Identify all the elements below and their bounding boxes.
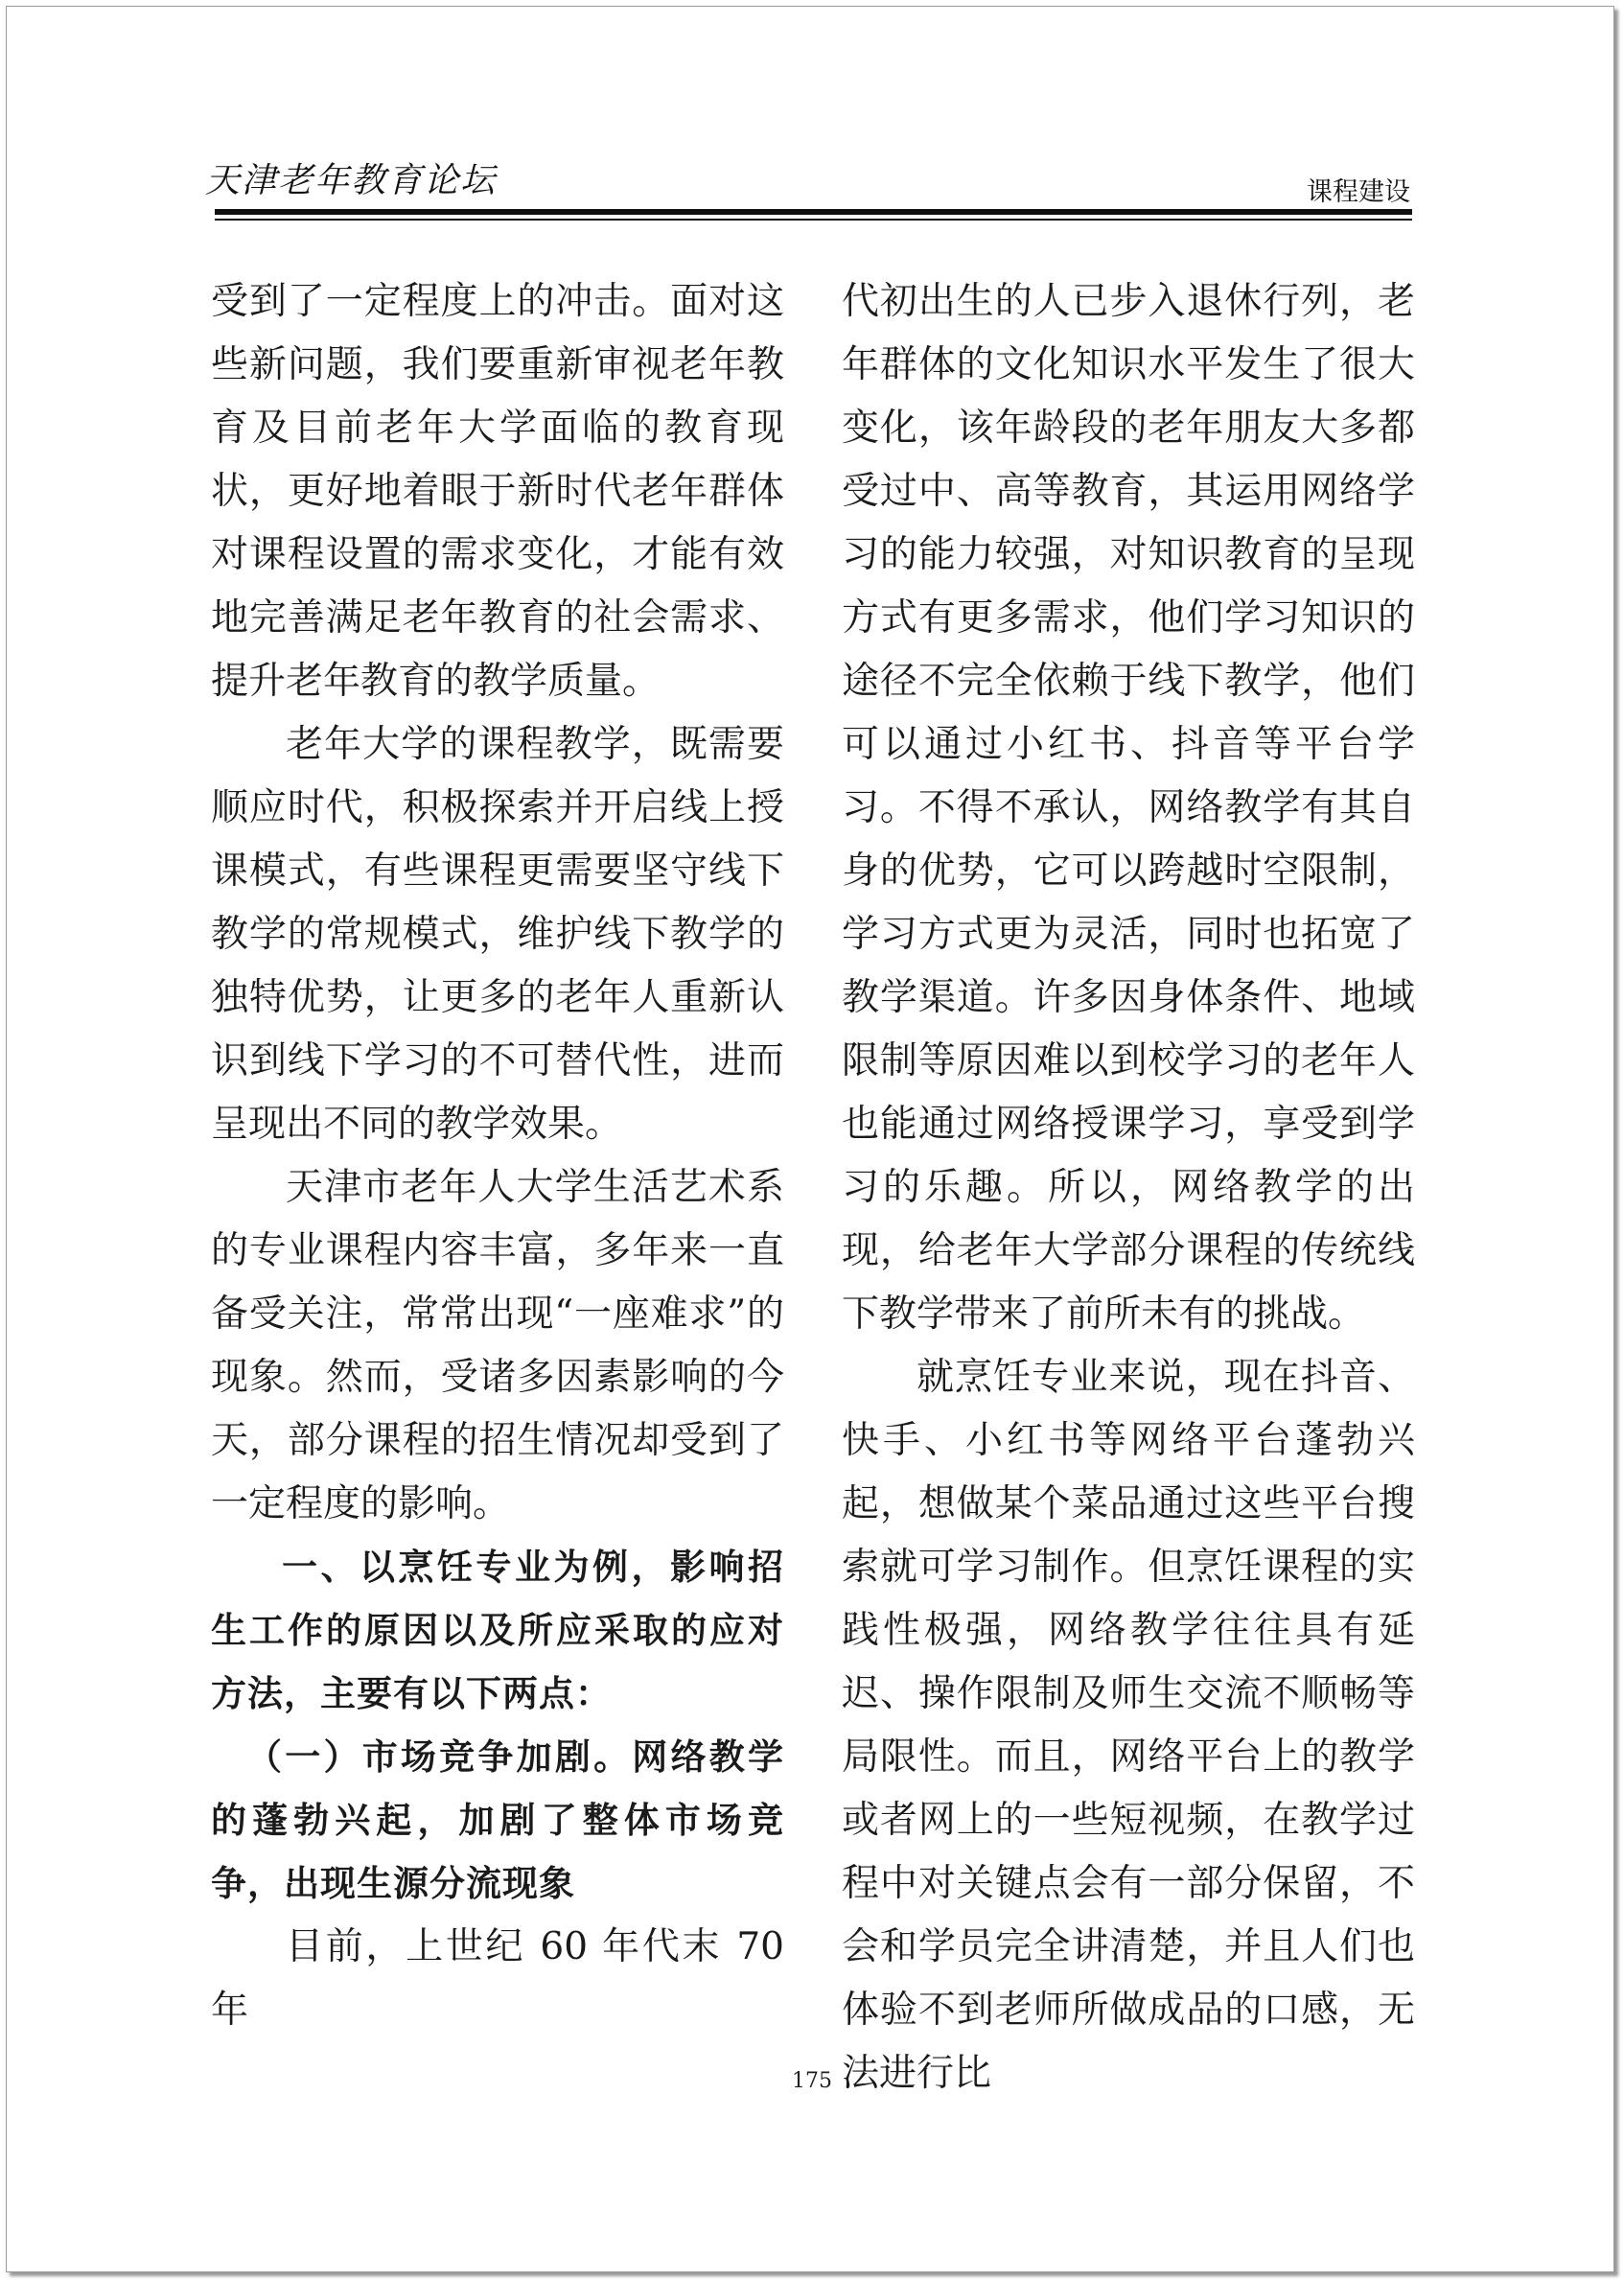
section-title: 课程建设 <box>1307 177 1410 207</box>
subsection-heading: （一）市场竞争加剧。网络教学的蓬勃兴起，加剧了整体市场竞争，出现生源分流现象 <box>211 1736 784 1904</box>
paragraph: 天津市老年人大学生活艺术系的专业课程内容丰富，多年来一直备受关注，常常出现“一座难求”的现象。然而，受诸多因素影响的今天，部分课程的招生情况却受到了一定程度的影响。 <box>211 1166 784 1525</box>
paragraph: 代初出生的人已步入退休行列，老年群体的文化知识水平发生了很大变化，该年龄段的老年朋友大多都受过中、高等教育，其运用网络学习的能力较强，对知识教育的呈现方式有更多需求，他们学习知识的途径不完全依赖于线下教学，他们可以通过小红书、抖音等平台学习。不得不承认，网络教学有其自身的优势，它可以跨越时空限制，学习方式更为灵活，同时也拓宽了教学渠道。许多因身体条件、地域限制等原因难以到校学习的老年人也能通过网络授课学习，享受到学习的乐趣。所以，网络教学的出现，给老年大学部分课程的传统线下教学带来了前所未有的挑战。 <box>842 280 1415 1336</box>
paragraph: 目前，上世纪 60 年代末 70 年 <box>211 1925 784 2032</box>
page-number: 175 <box>792 2069 832 2093</box>
journal-logo: 天津老年教育论坛 <box>205 161 498 200</box>
paragraph: 受到了一定程度上的冲击。面对这些新问题，我们要重新审视老年教育及目前老年大学面临的教育现状，更好地着眼于新时代老年群体对课程设置的需求变化，才能有效地完善满足老年教育的社会需求、提升老年教育的教学质量。 <box>211 280 784 703</box>
paragraph: 就烹饪专业来说，现在抖音、快手、小红书等网络平台蓬勃兴起，想做某个菜品通过这些平台搜索就可学习制作。但烹饪课程的实践性极强，网络教学往往具有延迟、操作限制及师生交流不顺畅等局限性。而且，网络平台上的教学或者网上的一些短视频，在教学过程中对关键点会有一部分保留，不会和学员完全讲清楚，并且人们也体验不到老师所做成品的口感，无法进行比 <box>842 1356 1415 2095</box>
left-column <box>211 270 784 2042</box>
section-heading: 一、以烹饪专业为例，影响招生工作的原因以及所应采取的应对方法，主要有以下两点： <box>211 1547 784 1714</box>
header-rule-thin <box>215 219 1412 221</box>
header-rule-thick <box>215 209 1412 215</box>
right-column <box>842 270 1415 2106</box>
paragraph: 老年大学的课程教学，既需要顺应时代，积极探索并开启线上授课模式，有些课程更需要坚守线下教学的常规模式，维护线下教学的独特优势，让更多的老年人重新认识到线下学习的不可替代性，进而呈现出不同的教学效果。 <box>211 723 784 1146</box>
